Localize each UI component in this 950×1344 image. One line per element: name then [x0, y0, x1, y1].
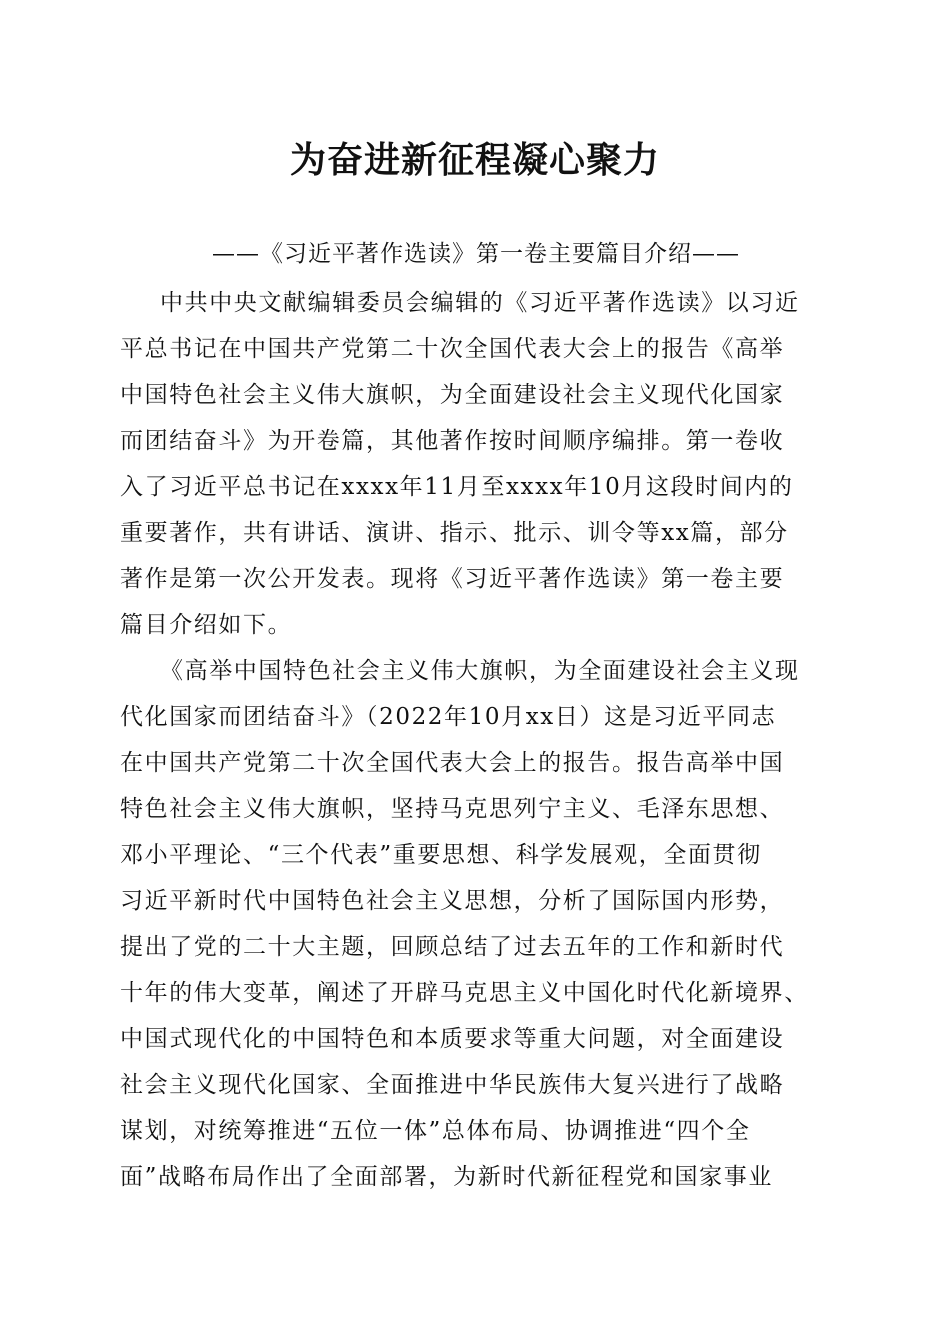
paragraph-report [120, 648, 832, 1200]
paragraph-line: 著作是第一次公开发表。现将《习近平著作选读》第一卷主要 [120, 566, 785, 592]
paragraph-line: 特色社会主义伟大旗帜，坚持马克思列宁主义、毛泽东思想、 [120, 796, 785, 822]
paragraph-line: 面”战略布局作出了全面部署，为新时代新征程党和国家事业 [120, 1164, 773, 1190]
paragraph-line: 习近平新时代中国特色社会主义思想，分析了国际国内形势， [120, 888, 785, 914]
paragraph-line: 而团结奋斗》为开卷篇，其他著作按时间顺序编排。第一卷收 [120, 428, 785, 454]
document-subtitle: ——《习近平著作选读》第一卷主要篇目介绍—— [212, 241, 740, 267]
paragraph-line: 重要著作，共有讲话、演讲、指示、批示、训令等xx篇，部分 [120, 520, 789, 546]
document-body [120, 280, 832, 1200]
paragraph-line: 在中国共产党第二十次全国代表大会上的报告。报告高举中国 [120, 750, 785, 776]
paragraph-line: 十年的伟大变革，阐述了开辟马克思主义中国化时代化新境界、 [120, 980, 809, 1006]
paragraph-line: 社会主义现代化国家、全面推进中华民族伟大复兴进行了战略 [120, 1072, 785, 1098]
paragraph-line: 谋划，对统筹推进“五位一体”总体布局、协调推进“四个全 [120, 1118, 751, 1144]
paragraph-line: 邓小平理论、“三个代表”重要思想、科学发展观，全面贯彻 [120, 842, 762, 868]
document-title: 为奋进新征程凝心聚力 [289, 139, 660, 181]
paragraph-line: 篇目介绍如下。 [120, 612, 293, 638]
paragraph-line: 中国式现代化的中国特色和本质要求等重大问题，对全面建设 [120, 1026, 785, 1052]
paragraph-intro [120, 280, 832, 648]
paragraph-line: 《高举中国特色社会主义伟大旗帜，为全面建设社会主义现 [160, 658, 800, 684]
paragraph-line: 中共中央文献编辑委员会编辑的《习近平著作选读》以习近 [160, 290, 800, 316]
paragraph-line: 代化国家而团结奋斗》（2022年10月xx日）这是习近平同志 [120, 704, 777, 730]
paragraph-line: 提出了党的二十大主题，回顾总结了过去五年的工作和新时代 [120, 934, 785, 960]
paragraph-line: 入了习近平总书记在xxxx年11月至xxxx年10月这段时间内的 [120, 474, 794, 500]
paragraph-line: 平总书记在中国共产党第二十次全国代表大会上的报告《高举 [120, 336, 785, 362]
paragraph-line: 中国特色社会主义伟大旗帜，为全面建设社会主义现代化国家 [120, 382, 785, 408]
